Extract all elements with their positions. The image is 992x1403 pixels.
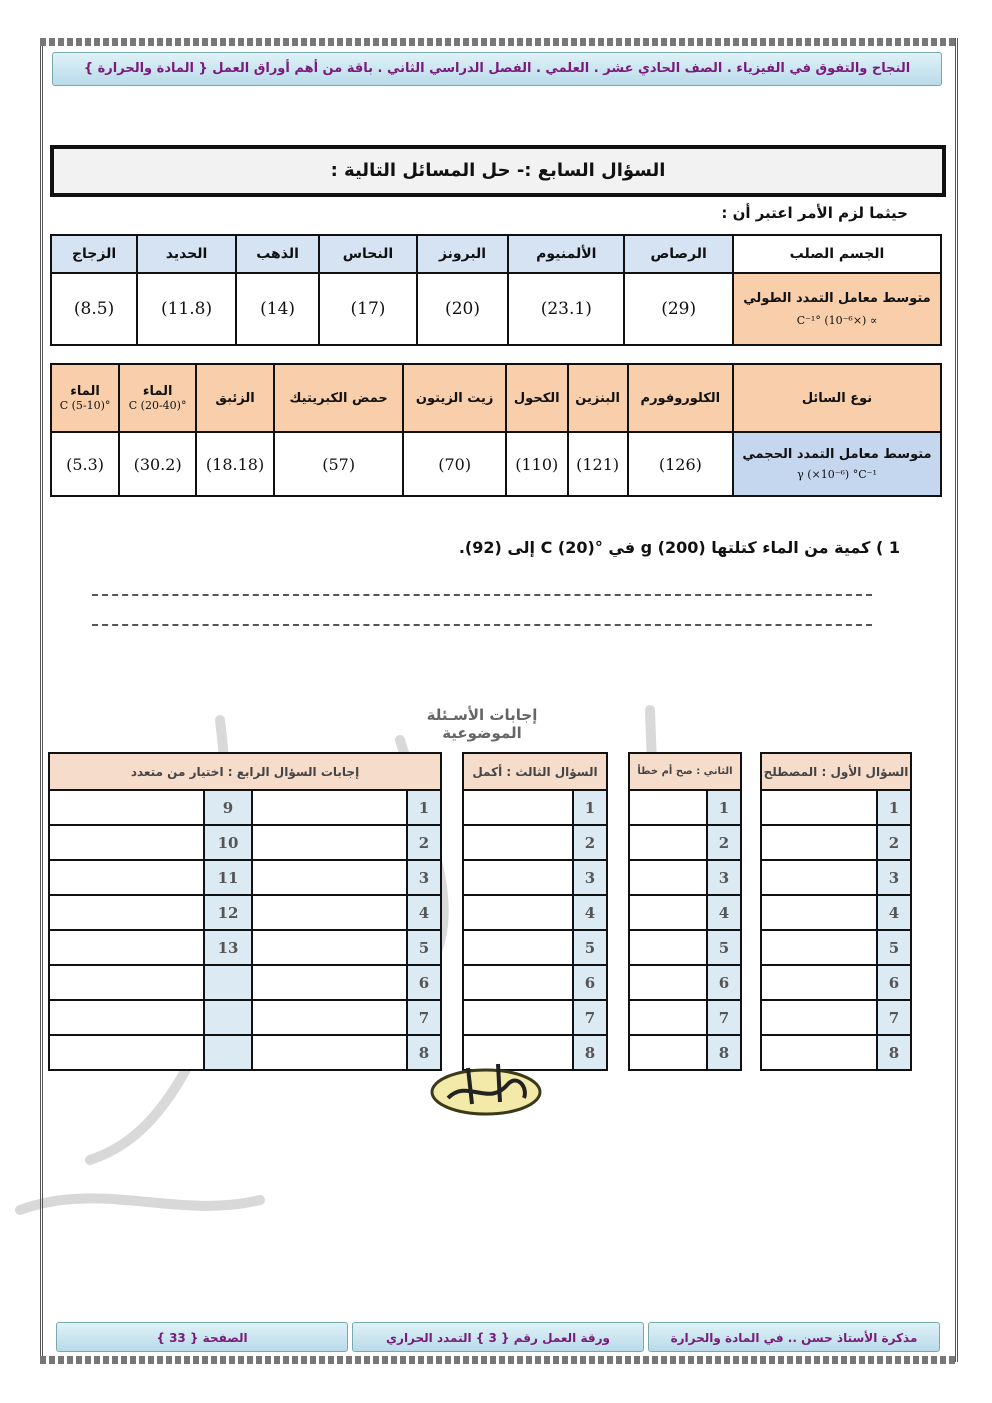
answer-number: 2 [877,825,911,860]
answer-cell[interactable] [761,825,877,860]
answer-cell[interactable] [629,965,707,1000]
liquid-name: زيت الزيتون [403,364,506,432]
solids-row-label: الجسم الصلب [733,235,941,273]
answer-cell[interactable] [761,965,877,1000]
liquid-name: الكحول [506,364,568,432]
q4-answer-table [48,752,442,1071]
liquid-name: الكلوروفورم [628,364,733,432]
material-name: الزجاج [51,235,137,273]
footer-right: الصفحة { 33 } [56,1322,348,1352]
liquid-value: (110) [506,432,568,496]
liquid-name: البنزين [568,364,628,432]
material-name: البرونز [417,235,509,273]
volume-coef-symbol: γ (×10⁻⁶) °C⁻¹ [797,468,877,481]
answer-number: 2 [707,825,741,860]
answer-cell[interactable] [49,1035,204,1070]
answer-number [204,1000,252,1035]
question-title: السؤال السابع :- حل المسائل التالية : [50,145,946,197]
liquid-value: (70) [403,432,506,496]
answer-number: 8 [573,1035,607,1070]
answer-number: 2 [407,825,441,860]
answer-number: 6 [573,965,607,1000]
answer-cell[interactable] [629,930,707,965]
answer-cell[interactable] [761,790,877,825]
liquid-value: (18.18) [196,432,274,496]
frame-bottom-border [40,1356,955,1364]
answer-number: 5 [573,930,607,965]
liquid-name: حمض الكبريتيك [274,364,403,432]
answer-number: 5 [407,930,441,965]
answer-number: 11 [204,860,252,895]
answers-title: إجابات الأسـئلة الموضوعية [426,706,538,742]
answer-number: 8 [707,1035,741,1070]
answer-cell[interactable] [463,930,573,965]
author-logo-icon [428,1058,544,1120]
answer-number: 8 [877,1035,911,1070]
footer-mid: ورقة العمل رقم { 3 } التمدد الحراري [352,1322,644,1352]
answer-cell[interactable] [761,930,877,965]
answer-cell[interactable] [252,965,407,1000]
q2-header: الثاني : صح أم خطأ [629,753,741,790]
liquid-name-water [51,364,119,432]
material-name: الذهب [236,235,319,273]
answer-cell[interactable] [629,860,707,895]
material-name: الألمنيوم [508,235,624,273]
answer-cell[interactable] [252,860,407,895]
volume-coef-label [733,432,941,496]
answer-cell[interactable] [252,1035,407,1070]
answer-cell[interactable] [761,860,877,895]
answer-cell[interactable] [49,930,204,965]
answer-number: 6 [707,965,741,1000]
answer-cell[interactable] [761,895,877,930]
problem-1: 1 ) كمية من الماء كتلتها g (200) في °C (20) إلى (92). [458,538,900,557]
answer-line[interactable] [92,624,872,626]
liquid-range: °C (5-10) [59,399,111,412]
solids-table [50,234,942,346]
q4-header: إجابات السؤال الرابع : اختيار من متعدد [49,753,441,790]
answer-cell[interactable] [629,1035,707,1070]
linear-coef-label [733,273,941,345]
answer-number: 8 [407,1035,441,1070]
answer-cell[interactable] [252,790,407,825]
answer-cell[interactable] [629,790,707,825]
answer-number: 13 [204,930,252,965]
liquids-table [50,363,942,497]
answer-number: 10 [204,825,252,860]
answer-cell[interactable] [463,790,573,825]
liquid-value: (5.3) [51,432,119,496]
answer-cell[interactable] [761,1035,877,1070]
liquid-value: (57) [274,432,403,496]
header-bar: النجاح والتفوق في الفيزياء . الصف الحادي عشر . العلمي . الفصل الدراسي الثاني . باقة من أهم أوراق العمل { المادة والحرارة } [52,52,942,86]
answer-cell[interactable] [252,930,407,965]
answer-number: 1 [407,790,441,825]
answer-cell[interactable] [463,860,573,895]
liquid-value: (121) [568,432,628,496]
answer-number: 3 [877,860,911,895]
answer-cell[interactable] [49,965,204,1000]
material-value: (17) [319,273,417,345]
answer-number: 12 [204,895,252,930]
answer-number: 4 [877,895,911,930]
answer-cell[interactable] [49,1000,204,1035]
answer-number: 7 [573,1000,607,1035]
footer-left: مذكرة الأستاذ حسن .. في المادة والحرارة [648,1322,940,1352]
answer-cell[interactable] [463,965,573,1000]
material-name: الحديد [137,235,236,273]
volume-coef-title: متوسط معامل التمدد الحجمي [742,447,932,462]
answer-cell[interactable] [49,790,204,825]
material-name: الرصاص [624,235,733,273]
material-name: النحاس [319,235,417,273]
answer-line[interactable] [92,594,872,596]
liquid-name: الزئبق [196,364,274,432]
q3-header: السؤال الثالث : أكمل [463,753,607,790]
material-value: (14) [236,273,319,345]
answer-number [204,1035,252,1070]
answer-number: 4 [707,895,741,930]
answer-cell[interactable] [761,1000,877,1035]
answer-cell[interactable] [629,825,707,860]
material-value: (8.5) [51,273,137,345]
liquid-value: (30.2) [119,432,196,496]
answer-number: 7 [407,1000,441,1035]
answer-number: 2 [573,825,607,860]
material-value: (23.1) [508,273,624,345]
answer-number: 4 [407,895,441,930]
linear-coef-symbol: ∝ (×10⁻⁶) °C⁻¹ [796,314,878,327]
answer-number: 3 [707,860,741,895]
answer-number: 5 [877,930,911,965]
liquids-row-label: نوع السائل [733,364,941,432]
liquid-name: الماء [70,384,100,399]
answer-cell[interactable] [49,860,204,895]
liquid-range: °C (20-40) [128,399,187,412]
answer-cell[interactable] [463,1000,573,1035]
note-text: حيثما لزم الأمر اعتبر أن : [721,204,908,222]
linear-coef-title: متوسط معامل التمدد الطولي [743,291,931,306]
answer-number: 1 [573,790,607,825]
answer-number: 1 [877,790,911,825]
answer-number: 1 [707,790,741,825]
answer-cell[interactable] [252,825,407,860]
liquid-value: (126) [628,432,733,496]
answer-cell[interactable] [252,895,407,930]
answer-cell[interactable] [49,825,204,860]
answer-number: 9 [204,790,252,825]
answer-cell[interactable] [629,1000,707,1035]
material-value: (11.8) [137,273,236,345]
answer-number: 6 [877,965,911,1000]
footer [52,1322,940,1352]
answer-cell[interactable] [463,895,573,930]
answer-cell[interactable] [629,895,707,930]
q3-answer-table [462,752,608,1071]
answer-number: 7 [877,1000,911,1035]
answer-number: 7 [707,1000,741,1035]
q1-header: السؤال الأول : المصطلح [761,753,911,790]
answer-number [204,965,252,1000]
answer-number: 3 [573,860,607,895]
frame-top-border [40,38,955,46]
answer-cell[interactable] [463,825,573,860]
answer-number: 5 [707,930,741,965]
answer-cell[interactable] [252,1000,407,1035]
material-value: (20) [417,273,509,345]
q2-answer-table [628,752,742,1071]
answer-number: 3 [407,860,441,895]
material-value: (29) [624,273,733,345]
liquid-name: الماء [142,384,173,399]
answer-cell[interactable] [49,895,204,930]
answer-number: 4 [573,895,607,930]
answer-number: 6 [407,965,441,1000]
liquid-name-water [119,364,196,432]
q1-answer-table [760,752,912,1071]
